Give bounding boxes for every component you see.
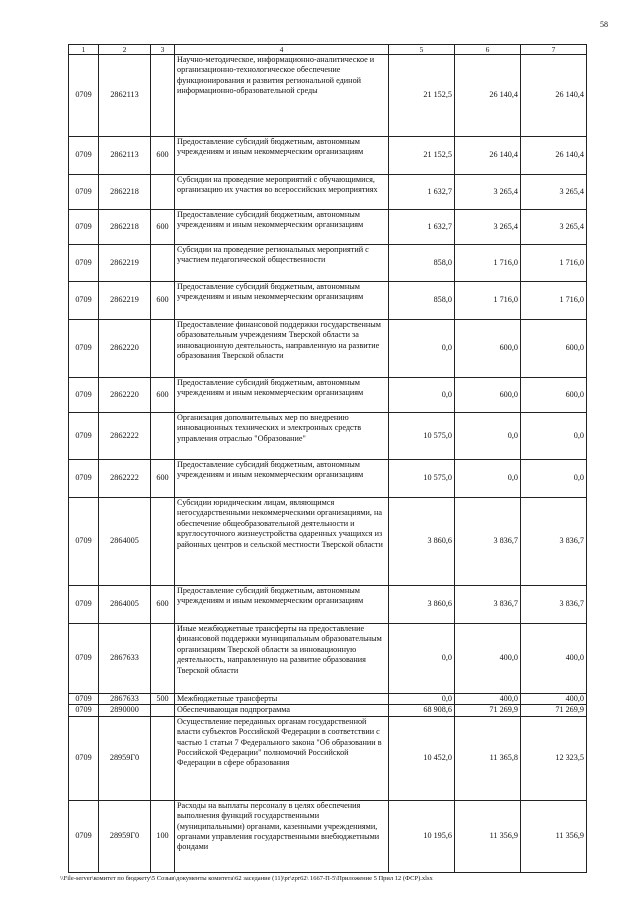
- description-cell: Иные межбюджетные трансферты на предоставление финансовой поддержки муниципальным образовательным организациям Тверской области за инновационную деятельность, направленную на развитие образования Тверской области: [175, 624, 389, 694]
- table-row: [69, 586, 587, 624]
- amount-col5-cell: 0,0: [389, 378, 455, 413]
- table-row: [69, 137, 587, 175]
- section-cell: 0709: [69, 55, 99, 137]
- table-row: [69, 282, 587, 320]
- amount-col7-cell: 0,0: [521, 413, 587, 460]
- target-code-cell: 2862219: [99, 282, 151, 320]
- section-cell: 0709: [69, 282, 99, 320]
- amount-col7-cell: 26 140,4: [521, 137, 587, 175]
- amount-col6-cell: 3 836,7: [455, 586, 521, 624]
- target-code-cell: 2862222: [99, 413, 151, 460]
- section-cell: 0709: [69, 800, 99, 872]
- description-cell: Расходы на выплаты персоналу в целях обеспечения выполнения функций государственными (муниципальными) органами, казенными учреждениями, органами управления государственными внебюджетными фондами: [175, 800, 389, 872]
- expense-type-cell: 100: [151, 800, 175, 872]
- table-row: [69, 694, 587, 705]
- target-code-cell: 2862113: [99, 137, 151, 175]
- expense-type-cell: [151, 716, 175, 800]
- amount-col7-cell: 600,0: [521, 378, 587, 413]
- section-cell: 0709: [69, 586, 99, 624]
- target-code-cell: 2867633: [99, 694, 151, 705]
- amount-col7-cell: 3 836,7: [521, 498, 587, 586]
- amount-col7-cell: 600,0: [521, 320, 587, 378]
- expense-type-cell: [151, 413, 175, 460]
- header-cell: 1: [69, 45, 99, 55]
- target-code-cell: 2862222: [99, 460, 151, 498]
- expense-type-cell: 600: [151, 282, 175, 320]
- budget-table: [68, 44, 587, 873]
- amount-col7-cell: 26 140,4: [521, 55, 587, 137]
- description-cell: Предоставление субсидий бюджетным, автономным учреждениям и иным некоммерческим организациям: [175, 586, 389, 624]
- expense-type-cell: [151, 55, 175, 137]
- amount-col5-cell: 10 195,6: [389, 800, 455, 872]
- section-cell: 0709: [69, 245, 99, 282]
- expense-type-cell: [151, 175, 175, 210]
- amount-col5-cell: 0,0: [389, 624, 455, 694]
- amount-col6-cell: 600,0: [455, 378, 521, 413]
- target-code-cell: 2864005: [99, 498, 151, 586]
- section-cell: 0709: [69, 210, 99, 245]
- amount-col7-cell: 3 265,4: [521, 175, 587, 210]
- amount-col7-cell: 3 265,4: [521, 210, 587, 245]
- table-row: [69, 210, 587, 245]
- section-cell: 0709: [69, 460, 99, 498]
- page-number: 58: [600, 20, 608, 29]
- amount-col5-cell: 1 632,7: [389, 210, 455, 245]
- table-row: [69, 55, 587, 137]
- section-cell: 0709: [69, 137, 99, 175]
- amount-col5-cell: 10 575,0: [389, 413, 455, 460]
- file-path-footer: \\File-server\комитет по бюджету\5 Созыв\документы комитета\62 заседание (11)\pr\zpr62\ 1667-П-5\Приложение 5 Прил 12 (ФСР).xlsx: [60, 875, 433, 882]
- amount-col5-cell: 858,0: [389, 282, 455, 320]
- description-cell: Субсидии на проведение региональных мероприятий с участием педагогической общественности: [175, 245, 389, 282]
- header-cell: 4: [175, 45, 389, 55]
- amount-col7-cell: 400,0: [521, 624, 587, 694]
- table-row: [69, 460, 587, 498]
- amount-col6-cell: 71 269,9: [455, 705, 521, 716]
- section-cell: 0709: [69, 716, 99, 800]
- amount-col6-cell: 0,0: [455, 460, 521, 498]
- description-cell: Организация дополнительных мер по внедрению инновационных технических и электронных средств управления отраслью "Образование": [175, 413, 389, 460]
- table-row: [69, 705, 587, 716]
- table-row: [69, 320, 587, 378]
- amount-col7-cell: 3 836,7: [521, 586, 587, 624]
- header-cell: 6: [455, 45, 521, 55]
- table-row: [69, 413, 587, 460]
- amount-col6-cell: 3 265,4: [455, 210, 521, 245]
- amount-col5-cell: 3 860,6: [389, 498, 455, 586]
- table-row: [69, 175, 587, 210]
- amount-col6-cell: 1 716,0: [455, 282, 521, 320]
- header-cell: 3: [151, 45, 175, 55]
- section-cell: 0709: [69, 175, 99, 210]
- expense-type-cell: 500: [151, 694, 175, 705]
- description-cell: Субсидии юридическим лицам, являющимся негосударственными некоммерческими организациями, на обеспечение общеобразовательной деятельности и круглосуточного жизнеустройства одаренных учащихся из районных центров и сельской местности Тверской области: [175, 498, 389, 586]
- expense-type-cell: 600: [151, 586, 175, 624]
- target-code-cell: 28959Г0: [99, 716, 151, 800]
- amount-col5-cell: 858,0: [389, 245, 455, 282]
- target-code-cell: 2862220: [99, 320, 151, 378]
- amount-col5-cell: 3 860,6: [389, 586, 455, 624]
- expense-type-cell: [151, 320, 175, 378]
- description-cell: Предоставление субсидий бюджетным, автономным учреждениям и иным некоммерческим организациям: [175, 282, 389, 320]
- description-cell: Межбюджетные трансферты: [175, 694, 389, 705]
- section-cell: 0709: [69, 320, 99, 378]
- target-code-cell: 2862219: [99, 245, 151, 282]
- section-cell: 0709: [69, 705, 99, 716]
- amount-col6-cell: 11 365,8: [455, 716, 521, 800]
- expense-type-cell: [151, 498, 175, 586]
- header-cell: 2: [99, 45, 151, 55]
- amount-col5-cell: 10 452,0: [389, 716, 455, 800]
- description-cell: Обеспечивающая подпрограмма: [175, 705, 389, 716]
- expense-type-cell: [151, 705, 175, 716]
- section-cell: 0709: [69, 378, 99, 413]
- amount-col5-cell: 21 152,5: [389, 55, 455, 137]
- target-code-cell: 2867633: [99, 624, 151, 694]
- table-row: [69, 378, 587, 413]
- amount-col5-cell: 21 152,5: [389, 137, 455, 175]
- amount-col6-cell: 1 716,0: [455, 245, 521, 282]
- amount-col7-cell: 400,0: [521, 694, 587, 705]
- table-row: [69, 498, 587, 586]
- amount-col6-cell: 26 140,4: [455, 137, 521, 175]
- amount-col6-cell: 0,0: [455, 413, 521, 460]
- amount-col6-cell: 600,0: [455, 320, 521, 378]
- header-cell: 7: [521, 45, 587, 55]
- amount-col6-cell: 400,0: [455, 694, 521, 705]
- amount-col7-cell: 0,0: [521, 460, 587, 498]
- expense-type-cell: [151, 624, 175, 694]
- target-code-cell: 2864005: [99, 586, 151, 624]
- expense-type-cell: 600: [151, 210, 175, 245]
- section-cell: 0709: [69, 498, 99, 586]
- amount-col7-cell: 1 716,0: [521, 245, 587, 282]
- expense-type-cell: 600: [151, 378, 175, 413]
- table-row: [69, 624, 587, 694]
- section-cell: 0709: [69, 694, 99, 705]
- target-code-cell: 2862113: [99, 55, 151, 137]
- description-cell: Предоставление финансовой поддержки государственным образовательным учреждениям Тверской области за инновационную деятельность, направленную на развитие образования Тверской области: [175, 320, 389, 378]
- table-row: [69, 800, 587, 872]
- amount-col5-cell: 0,0: [389, 320, 455, 378]
- amount-col7-cell: 1 716,0: [521, 282, 587, 320]
- expense-type-cell: 600: [151, 137, 175, 175]
- amount-col6-cell: 11 356,9: [455, 800, 521, 872]
- header-row: [69, 45, 587, 55]
- amount-col6-cell: 400,0: [455, 624, 521, 694]
- table-row: [69, 716, 587, 800]
- amount-col5-cell: 68 908,6: [389, 705, 455, 716]
- target-code-cell: 28959Г0: [99, 800, 151, 872]
- table-row: [69, 245, 587, 282]
- amount-col7-cell: 11 356,9: [521, 800, 587, 872]
- section-cell: 0709: [69, 624, 99, 694]
- description-cell: Научно-методическое, информационно-аналитическое и организационно-технологическое обеспечение функционирования и развития региональной единой информационно-образовательной среды: [175, 55, 389, 137]
- amount-col6-cell: 3 265,4: [455, 175, 521, 210]
- target-code-cell: 2890000: [99, 705, 151, 716]
- amount-col6-cell: 26 140,4: [455, 55, 521, 137]
- amount-col5-cell: 1 632,7: [389, 175, 455, 210]
- description-cell: Предоставление субсидий бюджетным, автономным учреждениям и иным некоммерческим организациям: [175, 460, 389, 498]
- description-cell: Осуществление переданных органам государственной власти субъектов Российской Федерации в соответствии с частью 1 статьи 7 Федерального закона "Об образовании в Российской Федерации" полномочий Российской Федерации в сфере образования: [175, 716, 389, 800]
- amount-col7-cell: 71 269,9: [521, 705, 587, 716]
- target-code-cell: 2862218: [99, 210, 151, 245]
- amount-col7-cell: 12 323,5: [521, 716, 587, 800]
- description-cell: Предоставление субсидий бюджетным, автономным учреждениям и иным некоммерческим организациям: [175, 137, 389, 175]
- expense-type-cell: [151, 245, 175, 282]
- expense-type-cell: 600: [151, 460, 175, 498]
- amount-col6-cell: 3 836,7: [455, 498, 521, 586]
- amount-col5-cell: 0,0: [389, 694, 455, 705]
- section-cell: 0709: [69, 413, 99, 460]
- description-cell: Субсидии на проведение мероприятий с обучающимися, организацию их участия во всероссийских мероприятиях: [175, 175, 389, 210]
- amount-col5-cell: 10 575,0: [389, 460, 455, 498]
- description-cell: Предоставление субсидий бюджетным, автономным учреждениям и иным некоммерческим организациям: [175, 378, 389, 413]
- description-cell: Предоставление субсидий бюджетным, автономным учреждениям и иным некоммерческим организациям: [175, 210, 389, 245]
- target-code-cell: 2862220: [99, 378, 151, 413]
- target-code-cell: 2862218: [99, 175, 151, 210]
- header-cell: 5: [389, 45, 455, 55]
